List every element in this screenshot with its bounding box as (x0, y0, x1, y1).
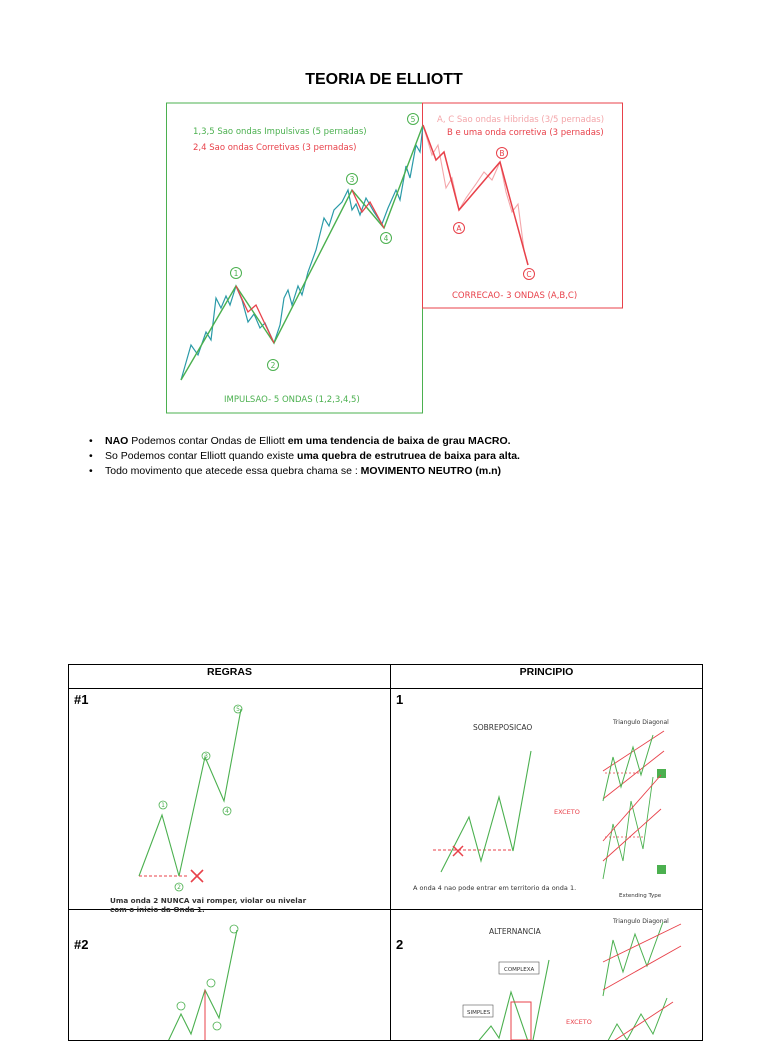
extending-label: Extending Type (619, 893, 662, 899)
overlap-title: SOBREPOSICAO (473, 723, 533, 732)
diagonal-label-1: Triangulo Diagonal (613, 719, 669, 726)
rule-1-diagram (69, 689, 388, 909)
simple-label: SIMPLES (467, 1010, 491, 1016)
rule-1-caption-line1: Uma onda 2 NUNCA vai romper, violar ou nivelar (110, 896, 307, 905)
wave-label-2: 2 (270, 361, 276, 370)
principle-2-number: 2 (396, 937, 404, 952)
wave-label-3: 3 (349, 175, 355, 184)
bullet-glyph: • (89, 435, 93, 447)
svg-text:5: 5 (236, 706, 240, 713)
correction-hybrid-detail (423, 125, 528, 265)
rule-2-cell (69, 910, 391, 1041)
hybrid-legend: A, C Sao ondas Hibridas (3/5 pernadas) (437, 115, 605, 125)
svg-text:4: 4 (225, 808, 229, 815)
wave-label-4: 4 (383, 234, 389, 243)
bullet-glyph: • (89, 465, 93, 477)
b-legend: B e uma onda corretiva (3 pernadas) (447, 128, 604, 138)
alternation-title: ALTERNANCIA (489, 927, 541, 936)
svg-text:1: 1 (161, 802, 165, 809)
header-regras: REGRAS (69, 665, 391, 689)
impulse-legend: 1,3,5 Sao ondas Impulsivas (5 pernadas) (193, 127, 367, 137)
principle-2-diagram (391, 910, 705, 1040)
wave-label-c: C (526, 270, 532, 279)
principle-1-diagram (391, 689, 705, 909)
elliott-wave-diagram (166, 100, 626, 415)
rule-2-diagram (69, 910, 388, 1040)
bullet-glyph: • (89, 450, 93, 462)
rule-2-number: #2 (74, 937, 89, 952)
principle-2-cell (391, 910, 703, 1041)
corrective-legend: 2,4 Sao ondas Corretivas (3 pernadas) (193, 143, 357, 153)
correction-caption: CORRECAO- 3 ONDAS (A,B,C) (452, 291, 578, 301)
impulse-caption: IMPULSAO- 5 ONDAS (1,2,3,4,5) (224, 395, 360, 405)
notes-list (89, 434, 520, 479)
rules-table (68, 664, 703, 1041)
diagonal-label-2: Triangulo Diagonal (613, 918, 669, 925)
list-item: • So Podemos contar Elliott quando existe uma quebra de estrutruea de baixa para alta. (89, 450, 520, 462)
svg-text:2: 2 (177, 884, 181, 891)
list-item: • Todo movimento que atecede essa quebra chama se : MOVIMENTO NEUTRO (m.n) (89, 465, 502, 477)
wave-label-b: B (499, 149, 505, 158)
wave-label-a: A (456, 224, 462, 233)
wave-label-5: 5 (410, 115, 416, 124)
except-label-2: EXCETO (566, 1018, 592, 1026)
page-title: TEORIA DE ELLIOTT (305, 71, 463, 88)
list-item: • NAO Podemos contar Ondas de Elliott em uma tendencia de baixa de grau MACRO. (89, 435, 511, 447)
header-principio: PRINCIPIO (391, 665, 703, 689)
svg-text:3: 3 (204, 753, 208, 760)
rule-1-cell (69, 689, 391, 914)
impulse-wave-main (181, 125, 423, 380)
principle-1-cell (391, 689, 703, 910)
rule-1-number: #1 (74, 692, 89, 707)
except-label-1: EXCETO (554, 808, 580, 816)
overlap-caption: A onda 4 nao pode entrar em territorio da onda 1. (413, 884, 577, 892)
impulse-wave-detail (181, 125, 423, 380)
wave-label-1: 1 (233, 269, 239, 278)
rule-1-caption-line2: com o inicio da Onda 1. (110, 905, 205, 914)
complex-label: COMPLEXA (504, 967, 535, 973)
principle-1-number: 1 (396, 692, 404, 707)
correction-wave-main (423, 125, 528, 265)
